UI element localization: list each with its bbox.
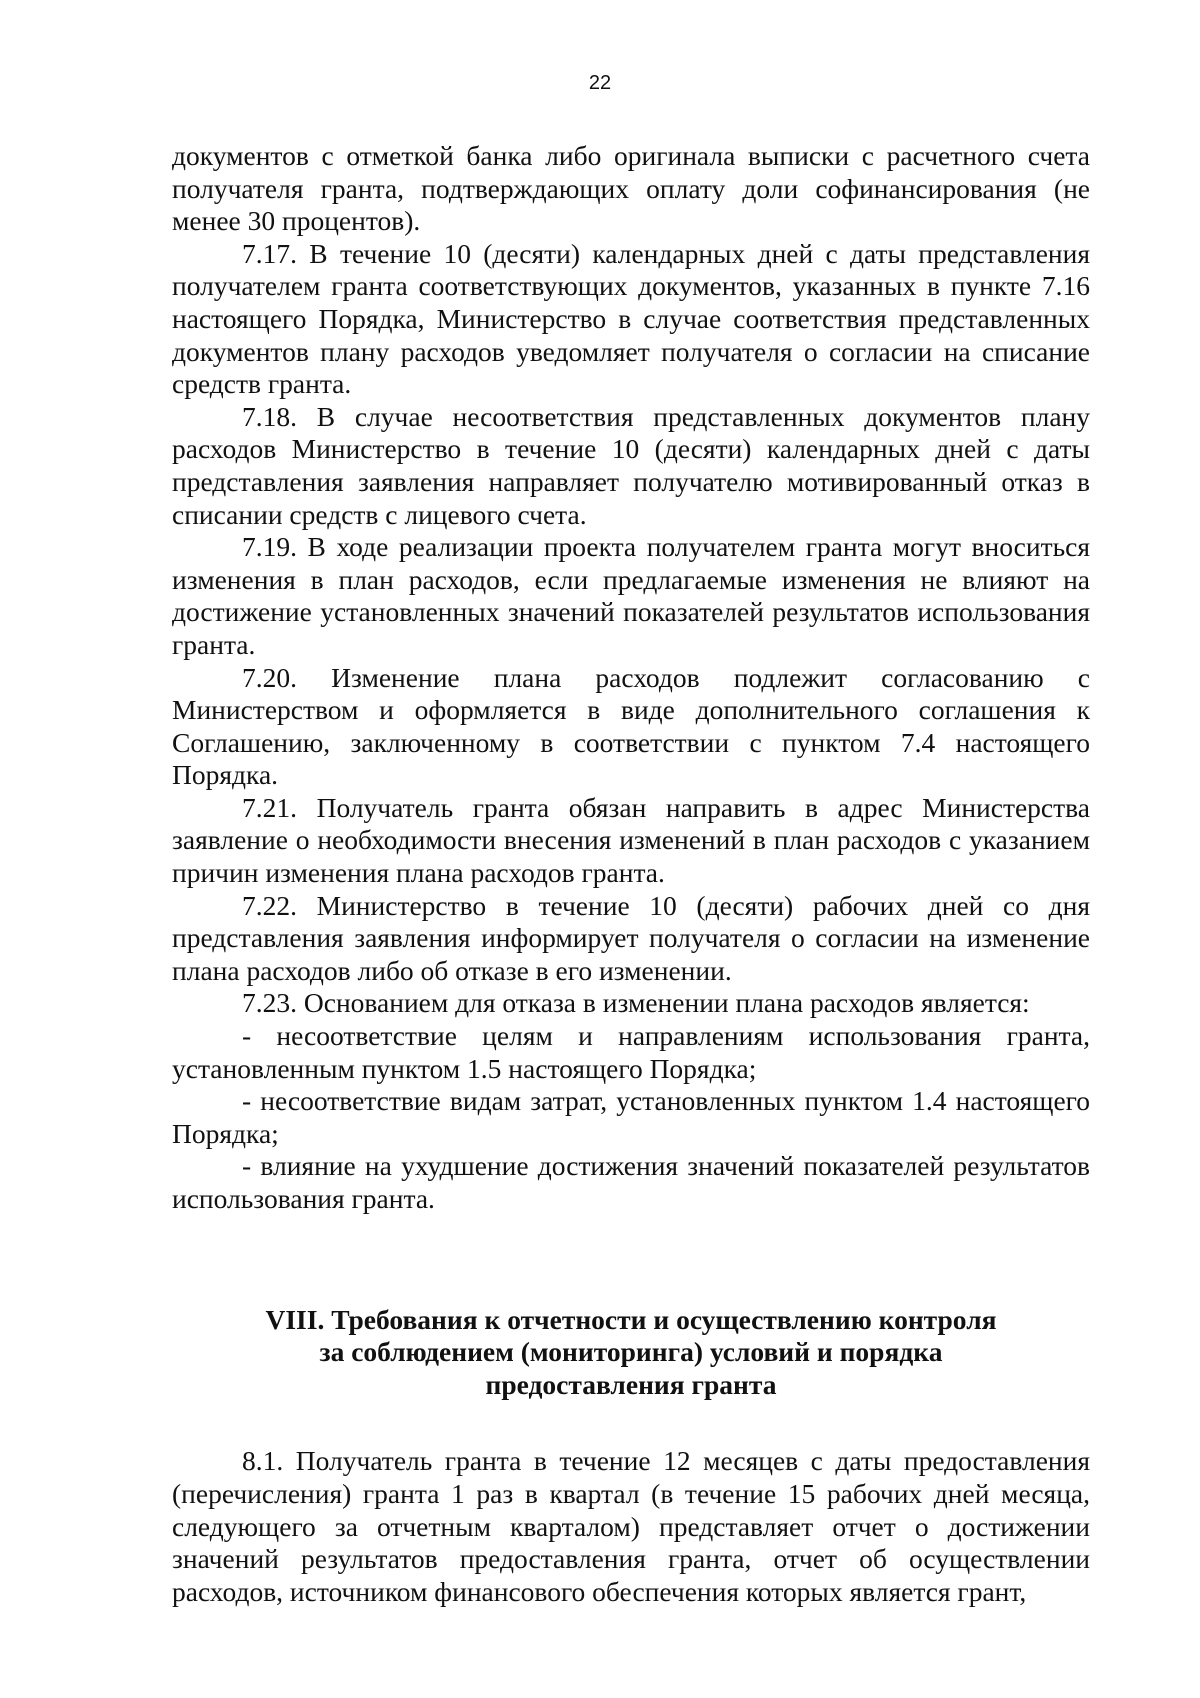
page-number: 22 bbox=[588, 72, 612, 94]
section-heading-line: VIII. Требования к отчетности и осуществлению контроля bbox=[265, 1303, 997, 1335]
document-body bbox=[172, 140, 1090, 1608]
paragraph-7-22: 7.22. Министерство в течение 10 (десяти) рабочих дней со дня представления заявления информирует получателя о согласии на изменение плана расходов либо об отказе в его изменении. bbox=[172, 889, 1090, 986]
paragraph-8-1: 8.1. Получатель гранта в течение 12 месяцев с даты предоставления (перечисления) гранта 1 раз в квартал (в течение 15 рабочих дней месяца, следующего за отчетным кварталом) представляет отчет о достижении значений результатов предоставления гранта, отчет об осуществлении расходов, источником финансового обеспечения которых является грант, bbox=[172, 1445, 1090, 1607]
section-heading-line: предоставления гранта bbox=[485, 1368, 777, 1400]
section-heading-line: за соблюдением (мониторинга) условий и порядка bbox=[319, 1336, 943, 1368]
paragraph-7-20: 7.20. Изменение плана расходов подлежит согласованию с Министерством и оформляется в виде дополнительного соглашения к Соглашению, заключенному в соответствии с пунктом 7.4 настоящего Порядка. bbox=[172, 661, 1090, 791]
paragraph-continuation: документов с отметкой банка либо оригинала выписки с расчетного счета получателя гранта, подтверждающих оплату доли софинансирования (не менее 30 процентов). bbox=[172, 140, 1090, 237]
list-item-cost-types-mismatch: - несоответствие видам затрат, установленных пунктом 1.4 настоящего Порядка; bbox=[172, 1085, 1090, 1149]
paragraph-7-21: 7.21. Получатель гранта обязан направить в адрес Министерства заявление о необходимости внесения изменений в план расходов с указанием причин изменения плана расходов гранта. bbox=[172, 791, 1090, 889]
spacer bbox=[172, 1216, 1090, 1304]
section-heading bbox=[172, 1304, 1090, 1402]
paragraph-7-23: 7.23. Основанием для отказа в изменении плана расходов является: bbox=[242, 987, 1030, 1019]
paragraph-7-17: 7.17. В течение 10 (десяти) календарных дней с даты представления получателем гранта соответствующих документов, указанных в пункте 7.16 настоящего Порядка, Министерство в случае соответствия представленных документов плану расходов уведомляет получателя о согласии на списание средств гранта. bbox=[172, 237, 1090, 400]
paragraph-7-18: 7.18. В случае несоответствия представленных документов плану расходов Министерство в течение 10 (десяти) календарных дней с даты представления заявления направляет получателю мотивированный отказ в списании средств с лицевого счета. bbox=[172, 400, 1090, 530]
list-item-goals-mismatch: - несоответствие целям и направлениям использования гранта, установленным пунктом 1.5 настоящего Порядка; bbox=[172, 1020, 1090, 1084]
spacer bbox=[172, 1401, 1090, 1445]
paragraph-7-19: 7.19. В ходе реализации проекта получателем гранта могут вноситься изменения в план расходов, если предлагаемые изменения не влияют на достижение установленных значений показателей результатов использования гранта. bbox=[172, 531, 1090, 660]
list-item-results-deterioration: - влияние на ухудшение достижения значений показателей результатов использования гранта. bbox=[172, 1150, 1090, 1214]
